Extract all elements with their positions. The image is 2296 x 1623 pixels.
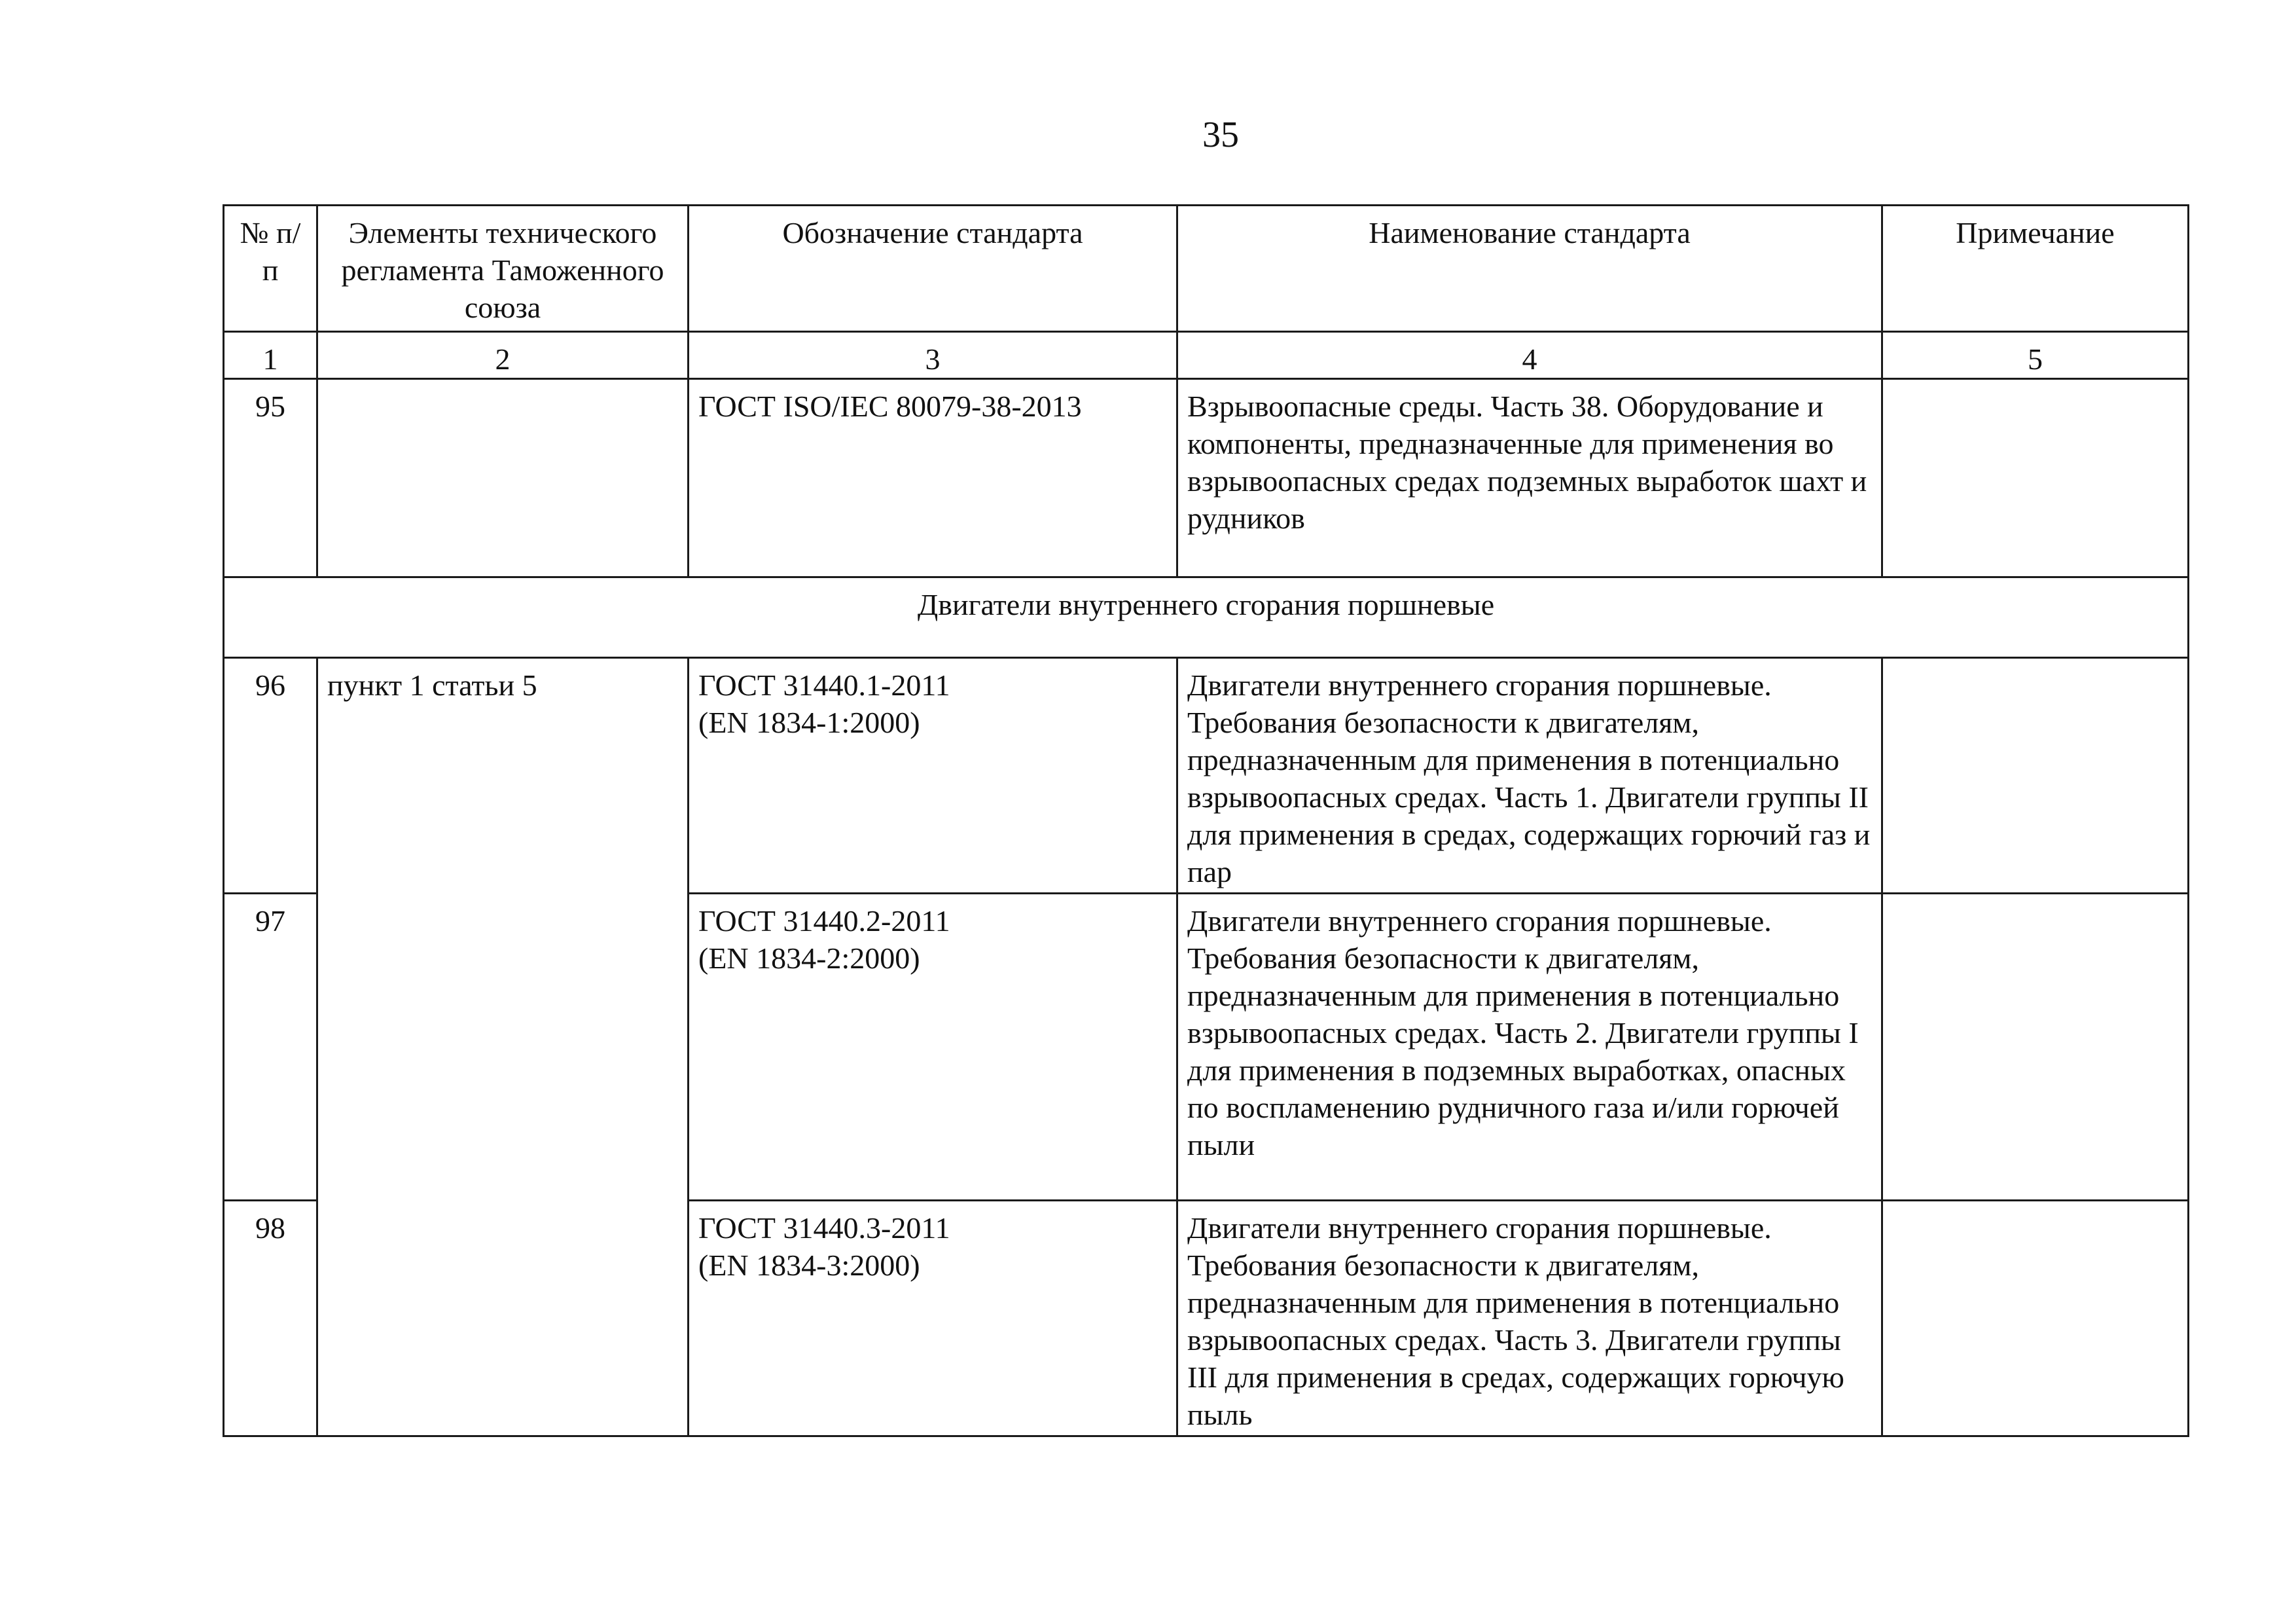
standards-table [223, 204, 2189, 1437]
section-title: Двигатели внутреннего сгорания поршневые [224, 577, 2189, 658]
row-title: Двигатели внутреннего сгорания поршневые. Требования безопасности к двигателям, предназначенным для применения в потенциально взрывоопасных средах. Часть 1. Двигатели группы II для применения в средах, содержащих горючий газ и пар [1177, 658, 1882, 894]
row-element: пункт 1 статьи 5 [317, 658, 689, 1436]
row-element [317, 379, 689, 577]
designation-line: ГОСТ 31440.1-2011 [698, 668, 950, 702]
header-number: № п/п [224, 206, 317, 332]
row-designation [689, 379, 1177, 577]
designation-line: ГОСТ 31440.3-2011 [698, 1211, 950, 1245]
row-note [1882, 894, 2189, 1201]
header-elements: Элементы технического регламента Таможенного союза [317, 206, 689, 332]
table-row [224, 379, 2189, 577]
designation-line: (EN 1834-1:2000) [698, 706, 920, 739]
designation-line: ГОСТ ISO/IEC 80079-38-2013 [698, 390, 1082, 423]
row-number: 97 [224, 894, 317, 1201]
row-number: 95 [224, 379, 317, 577]
column-number: 4 [1177, 332, 1882, 379]
column-number: 1 [224, 332, 317, 379]
page-number: 35 [1202, 115, 1239, 155]
header-designation: Обозначение стандарта [689, 206, 1177, 332]
column-number: 5 [1882, 332, 2189, 379]
row-note [1882, 658, 2189, 894]
row-designation [689, 894, 1177, 1201]
column-number-row [224, 332, 2189, 379]
row-number: 98 [224, 1201, 317, 1436]
row-designation [689, 658, 1177, 894]
row-number: 96 [224, 658, 317, 894]
row-title: Взрывоопасные среды. Часть 38. Оборудование и компоненты, предназначенные для применения во взрывоопасных средах подземных выработок шахт и рудников [1177, 379, 1882, 577]
section-row [224, 577, 2189, 658]
row-title: Двигатели внутреннего сгорания поршневые. Требования безопасности к двигателям, предназначенным для применения в потенциально взрывоопасных средах. Часть 3. Двигатели группы III для применения в средах, содержащих горючую пыль [1177, 1201, 1882, 1436]
table-row [224, 658, 2189, 894]
row-note [1882, 1201, 2189, 1436]
designation-line: (EN 1834-3:2000) [698, 1249, 920, 1282]
row-designation [689, 1201, 1177, 1436]
header-note: Примечание [1882, 206, 2189, 332]
designation-line: (EN 1834-2:2000) [698, 941, 920, 975]
column-number: 3 [689, 332, 1177, 379]
table-header-row [224, 206, 2189, 332]
designation-line: ГОСТ 31440.2-2011 [698, 904, 950, 938]
row-title: Двигатели внутреннего сгорания поршневые. Требования безопасности к двигателям, предназначенным для применения в потенциально взрывоопасных средах. Часть 2. Двигатели группы I для применения в подземных выработках, опасных по воспламенению рудничного газа и/или горючей пыли [1177, 894, 1882, 1201]
column-number: 2 [317, 332, 689, 379]
header-title: Наименование стандарта [1177, 206, 1882, 332]
row-note [1882, 379, 2189, 577]
